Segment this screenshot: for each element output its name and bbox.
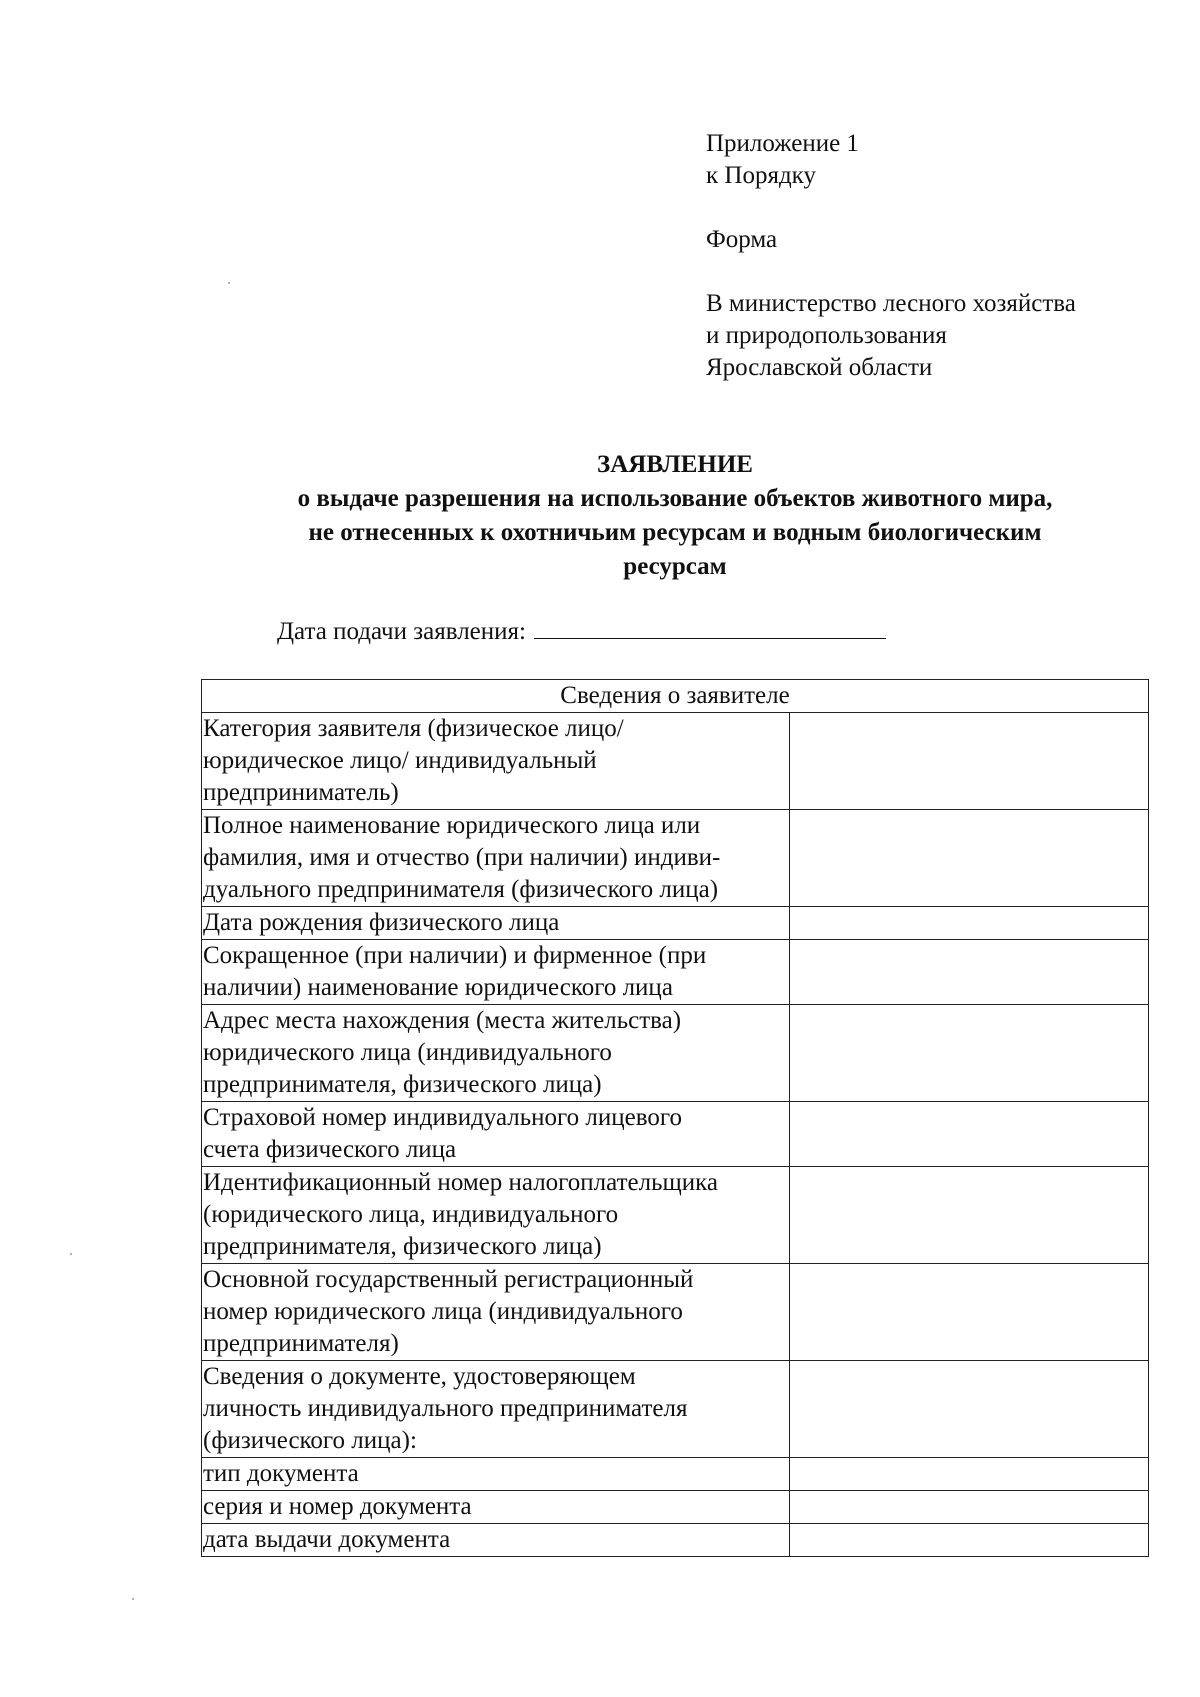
row-label: Дата рождения физического лица [203, 909, 560, 936]
row-label: Сокращенное (при наличии) и фирменное (при наличии) наименование юридического лица [203, 942, 707, 1001]
recipient-line-1: В министерство лесного хозяйства [706, 290, 1076, 317]
row-value-cell[interactable] [790, 713, 1149, 810]
row-label-cell [202, 1458, 790, 1491]
row-value-cell[interactable] [790, 1005, 1149, 1102]
row-value-cell[interactable] [790, 1264, 1149, 1361]
table-header-row [202, 680, 1149, 713]
table-row [202, 810, 1149, 907]
row-label-cell [202, 810, 790, 907]
annex-reference: к Порядку [706, 162, 816, 189]
submission-date-blank[interactable] [534, 614, 886, 639]
table-row [202, 1005, 1149, 1102]
row-value-cell[interactable] [790, 1458, 1149, 1491]
row-label: дата выдачи документа [203, 1526, 451, 1553]
table-row [202, 1361, 1149, 1458]
spacer [706, 192, 1146, 224]
row-label-cell [202, 1005, 790, 1102]
row-label-cell [202, 1167, 790, 1264]
row-label: Категория заявителя (физическое лицо/ юридическое лицо/ индивидуальный предприниматель) [203, 715, 624, 806]
row-label-cell [202, 713, 790, 810]
title-line-3: ресурсам [623, 553, 727, 580]
table-row [202, 1458, 1149, 1491]
row-label-cell [202, 1491, 790, 1524]
title-line-1: о выдаче разрешения на использование объектов животного мира, [297, 485, 1053, 512]
applicant-info-table [201, 679, 1149, 1557]
row-value-cell[interactable] [790, 1167, 1149, 1264]
row-label-cell [202, 1102, 790, 1167]
row-label: Адрес места нахождения (места жительства) юридического лица (индивидуального предпринимателя, физического лица) [203, 1007, 682, 1098]
scan-speck [228, 282, 230, 284]
row-label: тип документа [203, 1460, 359, 1487]
form-label: Форма [706, 226, 778, 253]
annex-block [706, 128, 1146, 384]
row-value-cell[interactable] [790, 940, 1149, 1005]
row-label-cell [202, 1361, 790, 1458]
table-row [202, 907, 1149, 940]
title-heading: ЗАЯВЛЕНИЕ [597, 451, 753, 478]
table-row [202, 1491, 1149, 1524]
title-line-2: не отнесенных к охотничьим ресурсам и водным биологическим [308, 519, 1042, 546]
table-row [202, 940, 1149, 1005]
row-label-cell [202, 907, 790, 940]
row-value-cell[interactable] [790, 1361, 1149, 1458]
submission-date-row [277, 614, 886, 648]
table-row [202, 1102, 1149, 1167]
row-label: Основной государственный регистрационный номер юридического лица (индивидуального предпринимателя) [203, 1266, 694, 1357]
recipient-line-3: Ярославской области [706, 354, 933, 381]
row-value-cell[interactable] [790, 1524, 1149, 1557]
table-row [202, 1167, 1149, 1264]
row-label: Страховой номер индивидуального лицевого счета физического лица [203, 1104, 683, 1163]
row-value-cell[interactable] [790, 1491, 1149, 1524]
table-header: Сведения о заявителе [202, 680, 1149, 713]
table-row [202, 713, 1149, 810]
row-label: Идентификационный номер налогоплательщика (юридического лица, индивидуального предпринимателя, физического лица) [203, 1169, 719, 1260]
row-label-cell [202, 940, 790, 1005]
row-label: серия и номер документа [203, 1493, 472, 1520]
row-label: Сведения о документе, удостоверяющем личность индивидуального предпринимателя (физического лица): [203, 1363, 688, 1454]
document-title [200, 448, 1150, 584]
row-label: Полное наименование юридического лица или фамилия, имя и отчество (при наличии) индиви- дуального предпринимателя (физического лица) [203, 812, 721, 903]
scan-speck [70, 1253, 72, 1255]
table-row [202, 1264, 1149, 1361]
annex-number: Приложение 1 [706, 130, 859, 157]
row-value-cell[interactable] [790, 907, 1149, 940]
spacer [706, 256, 1146, 288]
row-label-cell [202, 1524, 790, 1557]
row-value-cell[interactable] [790, 810, 1149, 907]
scan-speck [132, 1598, 134, 1600]
submission-date-label: Дата подачи заявления: [277, 618, 526, 645]
table-row [202, 1524, 1149, 1557]
row-label-cell [202, 1264, 790, 1361]
row-value-cell[interactable] [790, 1102, 1149, 1167]
recipient-line-2: и природопользования [706, 322, 947, 349]
